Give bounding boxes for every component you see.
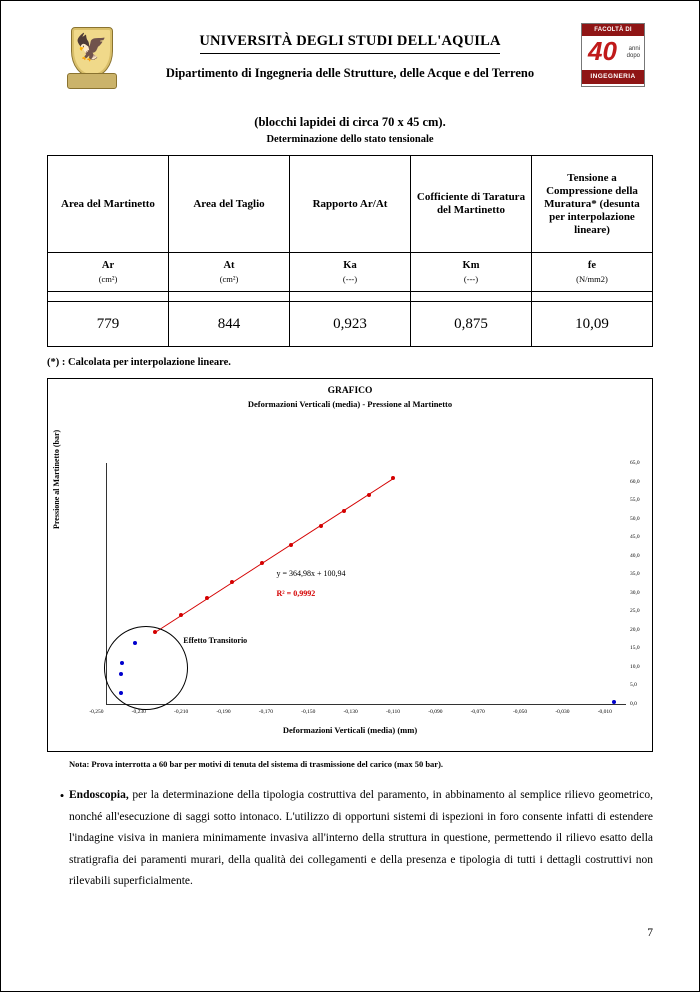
chart-data-point — [612, 700, 616, 704]
symbol-text: Ar — [101, 259, 115, 271]
chart-x-tick: -0,190 — [216, 709, 231, 715]
page-content — [1, 1, 699, 991]
chart-x-tick: -0,130 — [343, 709, 358, 715]
table-symbol-cell — [411, 253, 532, 292]
section-subtitle-1: (blocchi lapidei di circa 70 x 45 cm). — [254, 115, 446, 129]
chart-x-tick: -0,090 — [428, 709, 443, 715]
chart-data-point — [260, 561, 264, 565]
faculty-40-logo — [581, 23, 645, 87]
department-title: Dipartimento di Ingegneria delle Strutture, delle Acque e del Terreno — [165, 66, 535, 80]
chart-annotation: Effetto Transitorio — [183, 635, 248, 645]
chart-x-tick: -0,230 — [131, 709, 146, 715]
logo-top-text: FACOLTÀ DI — [582, 24, 644, 36]
chart-x-tick: -0,030 — [555, 709, 570, 715]
chart-data-point — [205, 596, 209, 600]
chart-data-point — [289, 543, 293, 547]
bullet-marker: • — [59, 788, 65, 803]
eagle-crest-icon: 🦅 — [65, 27, 117, 89]
table-header-cell: Area del Martinetto — [48, 156, 169, 253]
chart-x-tick: -0,170 — [258, 709, 273, 715]
chart-x-tick: -0,150 — [301, 709, 316, 715]
unit-text: (---) — [342, 273, 358, 284]
table-symbol-row — [48, 253, 653, 292]
table-value-cell: 779 — [48, 302, 169, 347]
symbol-text: Ka — [343, 259, 357, 271]
chart-plot-area: 0,0 5,0 10,0 15,0 20,0 25,0 30,0 35,0 40,0 45,0 50,0 55,0 60,0 65,0 -0,250 -0,230 -0,210 -0,190 -0,170 -0,150 -0,130 -0,110 -0,090 -0,070 -0,050 -0,030 -0,010 y = 364,98x + 100,94 R² = 0,9992 Effetto Transitorio — [89, 460, 640, 715]
body-paragraph — [69, 785, 653, 893]
results-table-wrapper — [47, 155, 653, 347]
logo-number: 40 — [588, 36, 617, 66]
section-subtitle-2: Determinazione dello stato tensionale — [266, 134, 434, 145]
chart-x-tick: -0,050 — [512, 709, 528, 715]
body-term: Endoscopia, — [69, 789, 129, 801]
table-header-row — [48, 156, 653, 253]
logo-sub-text: anni dopo — [626, 46, 640, 59]
chart-x-tick: -0,210 — [174, 709, 189, 715]
unit-text: (cm²) — [98, 273, 118, 284]
chart-container — [47, 378, 653, 752]
chart-y-axis-label: Pressione al Martinetto (bar) — [52, 429, 61, 529]
symbol-text: At — [223, 259, 235, 271]
chart-x-tick: -0,010 — [597, 709, 612, 715]
chart-r2: R² = 0,9992 — [276, 589, 316, 599]
chart-data-point — [342, 509, 346, 513]
table-header-cell: Area del Taglio — [169, 156, 290, 253]
results-table — [47, 155, 653, 347]
body-text: per la determinazione della tipologia costruttiva del paramento, in abbinamento al semplice rilievo geometrico, nonché all'esecuzione di saggi sotto intonaco. L'utilizzo di opportuni sistemi di ispezioni in foro consente infatti di estendere l'indagine visiva in maniera minimamente invasiva all'interno della struttura in questione, permettendo il rilievo esatto della stratigrafia dei paramenti murari, della qualità dei collegamenti e della presenza e tipologia di tutti i dettagli costruttivi non rilevabili superficialmente. — [69, 789, 653, 887]
chart-subtitle: Deformazioni Verticali (media) - Pressione al Martinetto — [247, 399, 453, 409]
chart-note: Nota: Prova interrotta a 60 bar per motivi di tenuta del sistema di trasmissione del carico (max 50 bar). — [69, 759, 444, 769]
chart-x-tick: -0,250 — [89, 709, 104, 715]
table-value-cell: 0,923 — [290, 302, 411, 347]
title-rule — [200, 53, 500, 54]
unit-text: (cm²) — [219, 273, 239, 284]
table-symbol-cell — [532, 253, 653, 292]
table-header-cell: Rapporto Ar/At — [290, 156, 411, 253]
unit-text: (---) — [463, 273, 479, 284]
chart-x-tick: -0,110 — [385, 709, 400, 715]
document-header — [47, 23, 653, 97]
table-spacer-row — [48, 292, 653, 302]
chart-data-point — [179, 613, 183, 617]
table-value-cell: 844 — [169, 302, 290, 347]
table-value-cell: 10,09 — [532, 302, 653, 347]
chart-highlight-ellipse — [104, 626, 188, 710]
symbol-text: fe — [587, 259, 597, 271]
table-value-cell: 0,875 — [411, 302, 532, 347]
table-footnote: (*) : Calcolata per interpolazione lineare. — [47, 357, 231, 368]
logo-bottom-text: INGEGNERIA — [582, 70, 644, 84]
table-symbol-cell — [48, 253, 169, 292]
table-symbol-cell — [290, 253, 411, 292]
chart-equation: y = 364,98x + 100,94 — [276, 568, 346, 578]
table-symbol-cell — [169, 253, 290, 292]
university-title: UNIVERSITÀ DEGLI STUDI DELL'AQUILA — [199, 33, 501, 49]
chart-x-axis-label: Deformazioni Verticali (media) (mm) — [282, 725, 418, 735]
chart-title: GRAFICO — [327, 386, 373, 396]
chart-data-point — [391, 476, 395, 480]
chart-x-tick: -0,070 — [470, 709, 485, 715]
chart-data-point — [319, 524, 323, 528]
table-value-row — [48, 302, 653, 347]
chart-data-point — [367, 493, 371, 497]
table-header-cell: Cofficiente di Taratura del Martinetto — [411, 156, 532, 253]
symbol-text: Km — [462, 259, 480, 271]
chart-data-point — [230, 580, 234, 584]
table-header-cell: Tensione a Compressione della Muratura* (desunta per interpolazione lineare) — [532, 156, 653, 253]
page-number: 7 — [647, 927, 653, 939]
body-bullet-item — [47, 785, 653, 893]
unit-text: (N/mm2) — [576, 273, 608, 284]
chart-trendline — [154, 478, 393, 633]
